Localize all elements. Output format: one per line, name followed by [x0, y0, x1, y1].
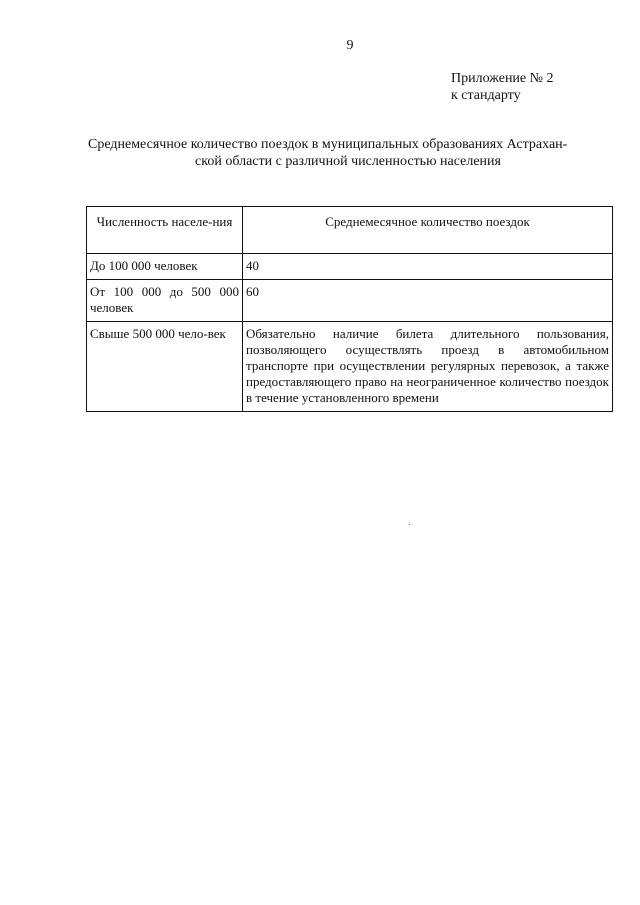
- header-population: Численность населе-ния: [87, 207, 243, 254]
- appendix-standard: к стандарту: [451, 88, 521, 103]
- title-line-1: Среднемесячное количество поездок в муниципальных образованиях Астрахан-: [88, 137, 568, 152]
- trips-cell: 60: [243, 280, 613, 322]
- table-row: [87, 322, 613, 412]
- table-row: [87, 280, 613, 322]
- title-line-2: ской области с различной численностью населения: [195, 154, 501, 169]
- document-title: [88, 136, 608, 170]
- appendix-reference: [451, 70, 554, 104]
- trips-cell: 40: [243, 254, 613, 280]
- table-row: [87, 254, 613, 280]
- page-number: 9: [346, 38, 354, 53]
- scan-speck: [409, 524, 410, 525]
- header-trips: Среднемесячное количество поездок: [243, 207, 613, 254]
- table-header-row: [87, 207, 613, 254]
- trips-table: [86, 206, 613, 412]
- population-cell: До 100 000 человек: [87, 254, 243, 280]
- appendix-number: Приложение № 2: [451, 71, 554, 86]
- population-cell: От 100 000 до 500 000 человек: [87, 280, 243, 322]
- trips-cell: Обязательно наличие билета длительного пользования, позволяющего осуществлять проезд в автомобильном транспорте при осуществлении регулярных перевозок, а также предоставляющего право на неограниченное количество поездок в течение установленного времени: [243, 322, 613, 412]
- population-cell: Свыше 500 000 чело-век: [87, 322, 243, 412]
